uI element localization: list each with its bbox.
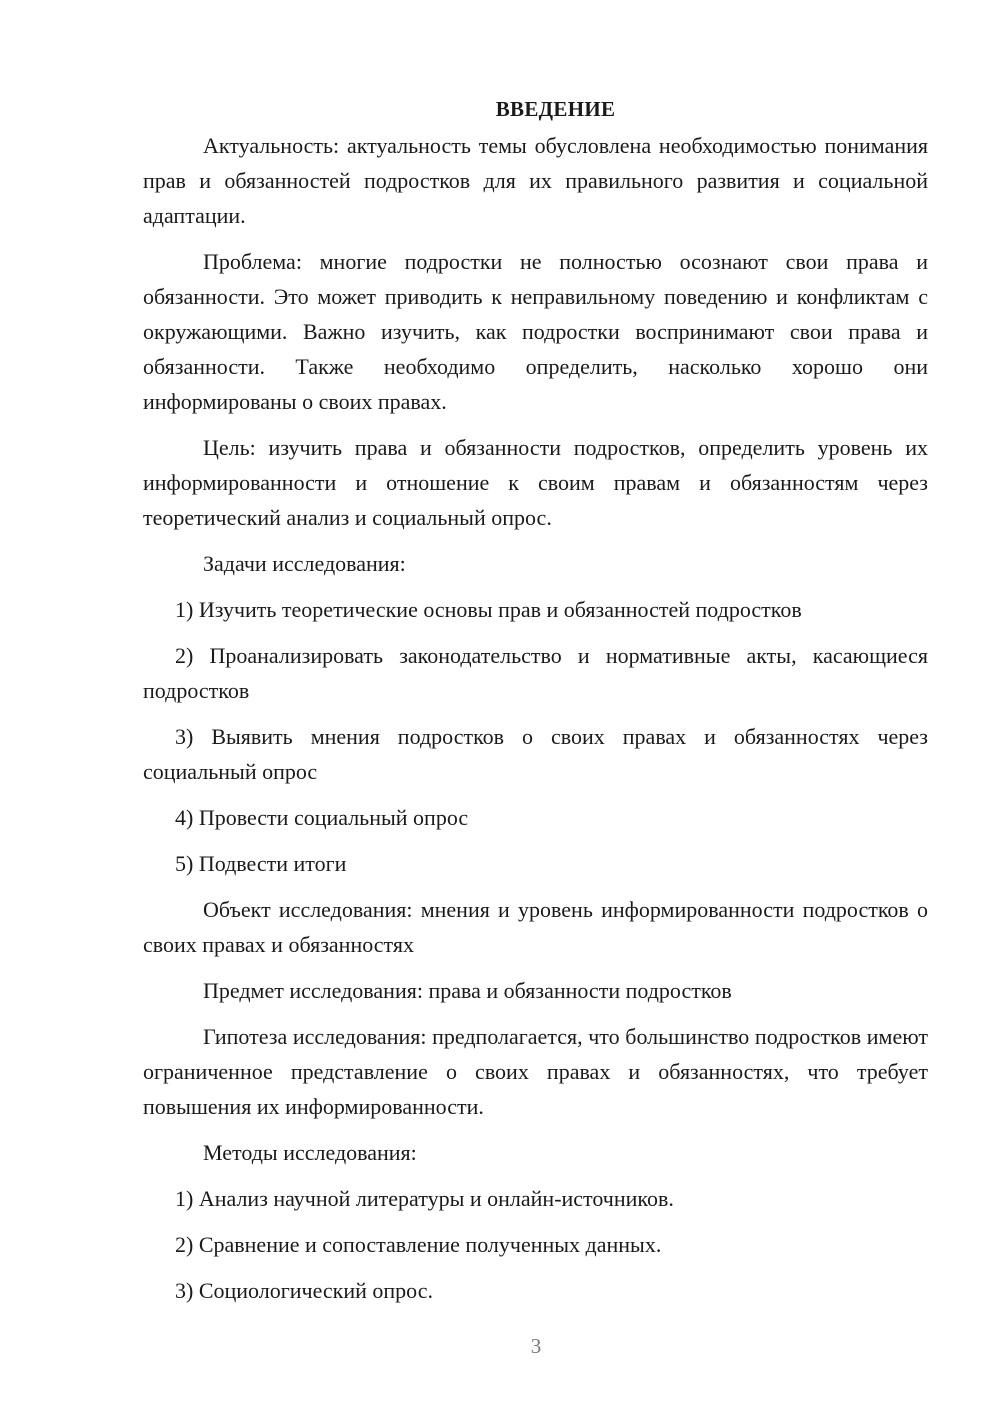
subject-paragraph: Предмет исследования: права и обязанности подростков: [203, 978, 732, 1003]
method-item-2: 2) Сравнение и сопоставление полученных данных.: [175, 1232, 662, 1257]
tasks-heading: Задачи исследования:: [203, 551, 406, 576]
task-item-3: 3) Выявить мнения подростков о своих правах и обязанностях через социальный опрос: [143, 724, 928, 784]
method-item-3: 3) Социологический опрос.: [175, 1278, 433, 1303]
task-item-4: 4) Провести социальный опрос: [175, 805, 469, 830]
page-content: [143, 92, 928, 1308]
methods-heading: Методы исследования:: [203, 1140, 417, 1165]
section-heading: ВВЕДЕНИЕ: [495, 97, 616, 121]
problem-paragraph: Проблема: многие подростки не полностью осознают свои права и обязанности. Это может приводить к неправильному поведению и конфликтам с окружающими. Важно изучить, как подростки воспринимают свои права и обязанности. Также необходимо определить, насколько хорошо они информированы о своих правах.: [143, 249, 928, 414]
object-paragraph: Объект исследования: мнения и уровень информированности подростков о своих правах и обязанностях: [143, 897, 928, 957]
page-number: 3: [530, 1334, 542, 1358]
method-item-1: 1) Анализ научной литературы и онлайн-источников.: [175, 1186, 674, 1211]
task-item-1: 1) Изучить теоретические основы прав и обязанностей подростков: [175, 597, 802, 622]
goal-paragraph: Цель: изучить права и обязанности подростков, определить уровень их информированности и отношение к своим правам и обязанностям через теоретический анализ и социальный опрос.: [143, 435, 928, 530]
hypothesis-paragraph: Гипотеза исследования: предполагается, что большинство подростков имеют ограниченное представление о своих правах и обязанностях, что требует повышения их информированности.: [143, 1024, 928, 1119]
task-item-5: 5) Подвести итоги: [175, 851, 347, 876]
task-item-2: 2) Проанализировать законодательство и нормативные акты, касающиеся подростков: [143, 643, 928, 703]
relevance-paragraph: Актуальность: актуальность темы обусловлена необходимостью понимания прав и обязанностей подростков для их правильного развития и социальной адаптации.: [143, 133, 928, 228]
